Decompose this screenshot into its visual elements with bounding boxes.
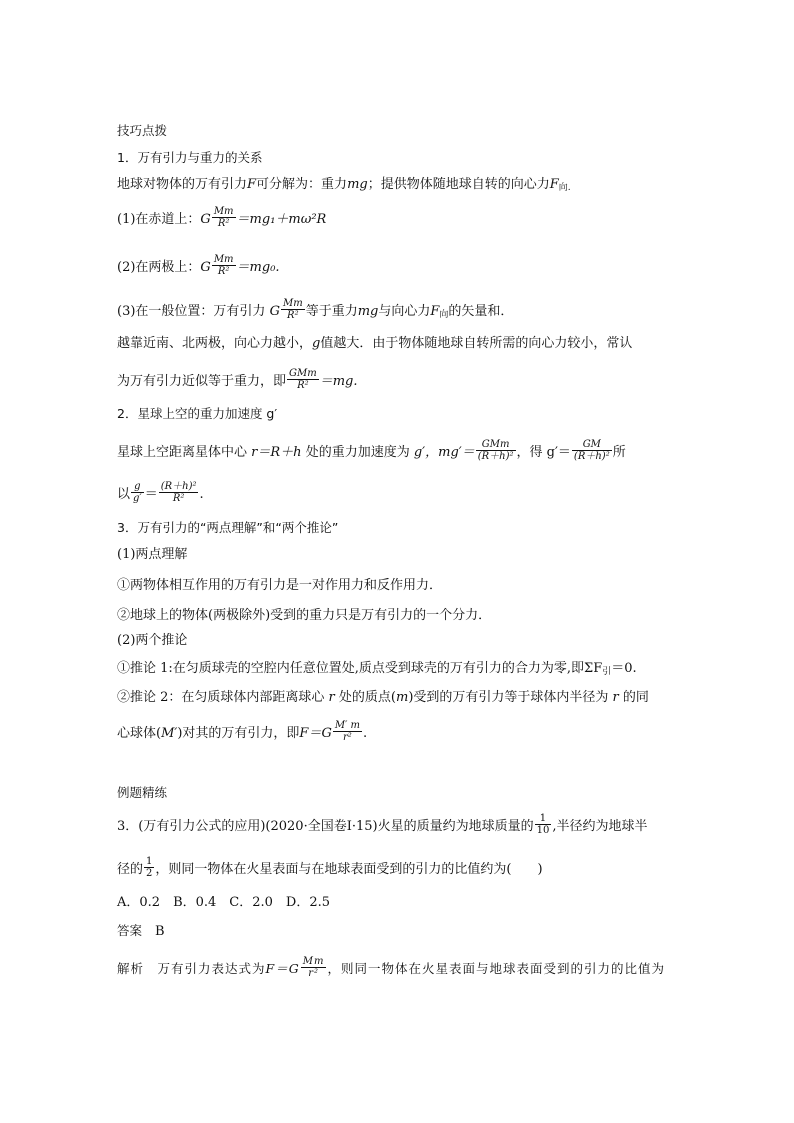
- p3-sub1: (1)两点理解: [117, 547, 188, 562]
- text-span: G: [269, 304, 280, 319]
- p3-title: 3．万有引力的“两点理解”和“两个推论”: [117, 520, 339, 535]
- question-3-line1: [117, 815, 698, 838]
- text-span: ,半径约为地球半: [552, 819, 648, 834]
- fraction: [212, 254, 236, 277]
- text-span: F: [247, 177, 257, 192]
- p3-sub2: (2)两个推论: [117, 633, 188, 648]
- text-span: ，则同一物体在火星表面与地球表面受到的引力的比值为: [327, 961, 665, 976]
- fraction-denominator: 10: [536, 825, 550, 836]
- fraction-numerator: Mm: [213, 206, 234, 217]
- text-span: G: [200, 260, 211, 275]
- fraction-denominator: (R＋h)²: [477, 451, 514, 462]
- p3-item2: ②地球上的物体(两极除外)受到的重力只是万有引力的一个分力．: [117, 608, 492, 623]
- text-span: 值越大．由于物体随地球自转所需的向心力较小，常认: [320, 336, 633, 351]
- explanation-line: [117, 958, 698, 981]
- text-span: ②推论 2：在匀质球体内部距离球心: [117, 690, 325, 705]
- text-span: 向.: [558, 183, 571, 193]
- answer-label: 答案: [117, 923, 143, 938]
- text-span: F＝G: [265, 961, 300, 976]
- text-span: mg: [357, 304, 379, 319]
- text-span: ＝mg₁＋mω²R: [236, 212, 327, 227]
- text-span: ；提供物体随地球自转的向心力: [367, 177, 550, 192]
- equation-general: [117, 300, 698, 324]
- text-span: g: [312, 336, 321, 351]
- p3-inference2-line2: [117, 722, 698, 745]
- p2-line2: [117, 483, 698, 506]
- section-tips-heading: 技巧点拨: [117, 123, 168, 138]
- text-span: 地球对物体的万有引力: [117, 177, 248, 192]
- text-span: 处的重力加速度为: [305, 445, 410, 460]
- text-span: ，则同一物体在火星表面与在地球表面受到的引力的比值约为( ): [155, 862, 543, 877]
- text-span: 等于重力: [305, 304, 358, 319]
- text-span: 万有引力表达式为: [157, 961, 266, 976]
- text-span: 径的: [117, 862, 144, 877]
- fraction: [333, 720, 362, 743]
- text-span: 3．(万有引力公式的应用)(2020·全国卷Ⅰ·15)火星的质量约为地球质量的: [117, 819, 534, 834]
- fraction: [159, 481, 199, 504]
- text-span: g′: [413, 445, 426, 460]
- fraction-numerator: GM: [572, 439, 612, 451]
- text-span: mg: [347, 177, 368, 192]
- p1-intro: [117, 176, 698, 197]
- fraction-denominator: g′: [133, 493, 142, 504]
- p3-inference2-line1: [117, 689, 698, 707]
- fraction-denominator: (R＋h)²: [573, 451, 610, 462]
- text-span: )对其的万有引力，即: [177, 726, 300, 741]
- fraction-denominator: R²: [287, 310, 299, 321]
- text-span: m: [395, 690, 409, 705]
- text-span: ＝mg₀.: [236, 260, 280, 275]
- fraction-denominator: 2: [146, 868, 153, 879]
- fraction-numerator: Mm: [213, 254, 234, 265]
- text-span: ①推论 1:在匀质球壳的空腔内任意位置处,质点受到球壳的万有引力的合力为零,即ΣF: [117, 661, 603, 676]
- fraction: [131, 481, 144, 504]
- answer-value: B: [155, 924, 165, 939]
- fraction-numerator: GMm: [476, 439, 516, 451]
- text-span: 可分解为：重力: [256, 177, 348, 192]
- text-span: 越靠近南、北两极，向心力越小，: [117, 336, 313, 351]
- fraction-denominator: r²: [343, 732, 352, 743]
- text-span: ，得 g′＝: [516, 445, 571, 460]
- p1-paragraph-line2: [117, 370, 698, 393]
- fraction: [144, 856, 154, 879]
- equation-equator: [117, 208, 698, 231]
- p3-inference1: [117, 660, 698, 681]
- text-span: ＝mg.: [319, 374, 358, 389]
- fraction-numerator: M′ m: [334, 720, 360, 731]
- fraction: [212, 206, 236, 229]
- fraction-numerator: 1: [146, 856, 153, 867]
- fraction: [301, 956, 327, 979]
- text-span: 与向心力: [378, 304, 431, 319]
- text-span: ＝: [144, 487, 158, 502]
- text-span: 为万有引力近似等于重力，即: [117, 374, 287, 389]
- question-3-line2: [117, 858, 698, 881]
- text-span: 以: [117, 487, 131, 502]
- text-span: (2)在两极上：: [117, 260, 201, 275]
- text-span: 所: [612, 445, 626, 460]
- equation-poles: [117, 256, 698, 279]
- fraction-numerator: Mm: [282, 298, 303, 309]
- text-span: (3)在一般位置：万有引力: [117, 304, 266, 319]
- text-span: 引: [602, 667, 612, 677]
- answer-line: [117, 922, 698, 941]
- text-span: r: [328, 690, 335, 705]
- text-span: 心球体(: [117, 726, 162, 741]
- fraction: [535, 813, 552, 836]
- fraction: [281, 298, 305, 321]
- fraction-numerator: (R＋h)²: [160, 481, 197, 492]
- text-span: F: [549, 177, 559, 192]
- fraction: [572, 439, 612, 462]
- fraction-numerator: GMm: [289, 368, 317, 379]
- question-3-options: A．0.2 B．0.4 C．2.0 D．2.5: [117, 895, 331, 910]
- fraction: [287, 368, 319, 391]
- text-span: ，mg′＝: [425, 445, 475, 460]
- text-span: F＝G: [299, 726, 332, 741]
- text-span: 的同: [622, 690, 649, 705]
- text-span: 的矢量和．: [448, 304, 514, 319]
- fraction-denominator: R²: [172, 493, 185, 504]
- fraction-denominator: R²: [297, 380, 309, 391]
- text-span: .: [363, 726, 368, 741]
- text-span: 处的质点(: [338, 690, 396, 705]
- text-span: r: [612, 690, 619, 705]
- fraction-denominator: r²: [308, 968, 319, 979]
- p1-title: 1．万有引力与重力的关系: [117, 150, 263, 165]
- text-span: 星球上空距离星体中心: [117, 445, 248, 460]
- p1-paragraph-line1: [117, 335, 698, 353]
- text-span: ＝0.: [611, 661, 637, 676]
- fraction-numerator: Mm: [302, 956, 325, 967]
- text-span: F: [430, 304, 440, 319]
- fraction-numerator: g: [131, 481, 144, 493]
- p2-line1: [117, 441, 698, 464]
- section-examples-heading: 例题精练: [117, 785, 168, 800]
- text-span: M′: [161, 726, 178, 741]
- p2-title: 2．星球上空的重力加速度 g′: [117, 406, 278, 421]
- text-span: G: [200, 212, 211, 227]
- fraction: [476, 439, 516, 462]
- fraction-numerator: 1: [535, 813, 552, 825]
- fraction-denominator: R²: [217, 218, 230, 229]
- text-span: )受到的万有引力等于球体内半径为: [408, 690, 609, 705]
- fraction-denominator: R²: [217, 266, 230, 277]
- p3-item1: ①两物体相互作用的万有引力是一对作用力和反作用力．: [117, 578, 443, 593]
- text-span: r＝R＋h: [251, 445, 302, 460]
- text-span: (1)在赤道上：: [117, 212, 201, 227]
- text-span: 向: [439, 310, 449, 320]
- explanation-label: 解析: [117, 961, 145, 976]
- text-span: .: [199, 487, 204, 502]
